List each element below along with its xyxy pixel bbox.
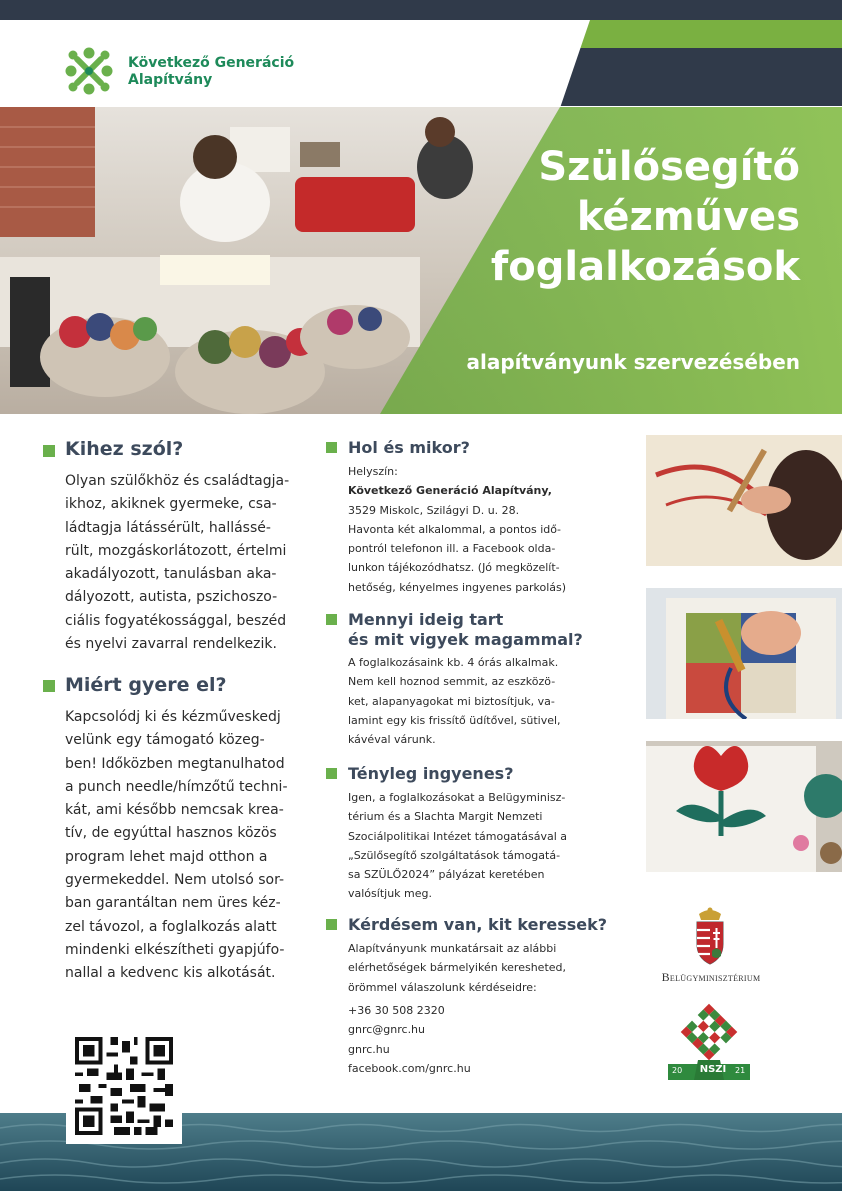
hero-subtitle: alapítványunk szervezésében [466,350,800,374]
heading-line: és mit vigyek magammal? [348,630,583,649]
hero-title-line3: foglalkozások [490,244,800,290]
text-line: dályozott, autista, pszichoszo- [65,589,278,606]
text-line: Kapcsolódj ki és kézműveskedj [65,709,281,725]
hero-title [430,142,800,292]
text-line: Havonta két alkalommal, a pontos idő- [348,522,561,536]
text-line: sa SZÜLŐ2024” pályázat keretében [348,868,545,882]
text-line: Helyszín: [348,465,398,478]
section-text-kihez [65,470,310,656]
hungarian-coat-of-arms-icon [693,906,727,966]
contact-list [348,1001,588,1078]
text-line: ládtagja látássérült, hallássé- [65,519,271,536]
text-line: ciális fogyatékossággal, beszéd [65,612,287,629]
bullet-square [326,919,337,930]
text-line: hetőség, kényelmes ingyenes parkolás) [348,580,567,594]
text-line: rült, mozgáskorlátozott, értelmi [65,542,287,559]
text-line: tív, de egyúttal hasznos közös [65,825,277,842]
text-line: nallal a kedvenc kis alkotását. [65,965,276,982]
text-line: velünk egy támogató közeg- [65,732,265,749]
nszi-year-right: 21 [735,1066,746,1075]
text-line: valósítjuk meg. [348,887,432,901]
text-line: mindenki elkészítheti gyapjúfo- [65,941,285,958]
section-text-mennyi [348,653,588,749]
text-line: 3529 Miskolc, Szilágyi D. u. 28. [348,503,520,517]
text-line: Alapítványunk munkatársait az alábbi [348,942,557,955]
section-heading-ingyenes: Tényleg ingyenes? [348,764,514,783]
text-line: ben! Időközben megtanulhatod [65,755,285,772]
foundation-logo-icon [62,44,116,98]
bullet-square [326,614,337,625]
text-line: A foglalkozásaink kb. 4 órás alkalmak. [348,656,559,669]
punch-needle-photo-3 [646,741,842,872]
nszi-year-left: 20 [672,1066,683,1075]
bullet-square [326,768,337,779]
section-text-ingyenes [348,788,588,904]
heading-line: Mennyi ideig tart [348,610,504,629]
punch-needle-photo-2 [646,588,842,719]
text-line: gyermekeddel. Nem utolsó sor- [65,872,285,889]
section-heading-kihez: Kihez szól? [65,438,184,460]
header-white-panel [0,20,842,108]
contact-website[interactable]: gnrc.hu [348,1042,390,1056]
text-line: pontról telefonon ill. a Facebook olda- [348,542,556,556]
text-line: lamint egy kis frissítő üdítővel, sütivel, [348,713,561,727]
section-text-miert [65,706,310,986]
contact-phone[interactable]: +36 30 508 2320 [348,1004,445,1017]
bullet-square [43,445,55,457]
punch-needle-photo-1 [646,435,842,566]
text-line: zel távozol, a foglalkozás alatt [65,918,277,935]
contact-facebook[interactable]: facebook.com/gnrc.hu [348,1061,471,1075]
qr-code-icon[interactable] [75,1037,173,1135]
text-line: Igen, a foglalkozásokat a Belügyminisz- [348,791,566,804]
ministry-label: Belügyminisztérium [661,970,761,984]
text-line: örömmel válaszolunk kérdéseidre: [348,980,537,994]
hero-title-line2: kézműves [576,194,800,240]
text-line: Olyan szülőkhöz és családtagja- [65,473,290,489]
text-line: ban garantáltan nem üres kéz- [65,895,281,912]
text-line: a punch needle/hímzőtű techni- [65,778,288,795]
bullet-square [43,680,55,692]
text-line: kát, ami később nemcsak krea- [65,802,284,819]
section-heading-kerdes: Kérdésem van, kit keressek? [348,915,608,934]
foundation-name-line1: Következő Generáció [128,55,295,71]
bullet-square [326,442,337,453]
foundation-name-line2: Alapítvány [128,72,213,88]
top-bar [0,0,842,20]
text-line: és nyelvi zavarral rendelkezik. [65,636,277,653]
text-line: elérhetőségek bármelyikén keresheted, [348,961,567,975]
text-line: térium és a Slachta Margit Nemzeti [348,810,543,824]
text-line: kávéval várunk. [348,733,436,747]
section-heading-mennyi [348,610,583,650]
contact-email[interactable]: gnrc@gnrc.hu [348,1023,426,1037]
text-line: akadályozott, tanulásban aka- [65,566,277,583]
text-line: Következő Generáció Alapítvány, [348,484,552,498]
hero-title-line1: Szülősegítő [538,144,800,190]
text-line: lunkon tájékozódhatsz. (Jó megközelít- [348,561,560,575]
section-heading-miert: Miért gyere el? [65,674,227,696]
section-text-hol [348,462,588,597]
text-line: „Szülősegítő szolgáltatások támogatá- [348,848,561,862]
nszi-label: NSZI [699,1064,727,1075]
text-line: program lehet majd otthon a [65,848,268,865]
text-line: Szociálpolitikai Intézet támogatásával a [348,829,567,843]
section-heading-hol: Hol és mikor? [348,438,470,457]
text-line: ikhoz, akiknek gyermeke, csa- [65,496,277,513]
text-line: ket, alapanyagokat mi biztosítjuk, va- [348,694,555,708]
section-text-kerdes [348,939,588,997]
foundation-name [128,55,294,89]
text-line: Nem kell hoznod semmit, az eszközö- [348,675,556,689]
